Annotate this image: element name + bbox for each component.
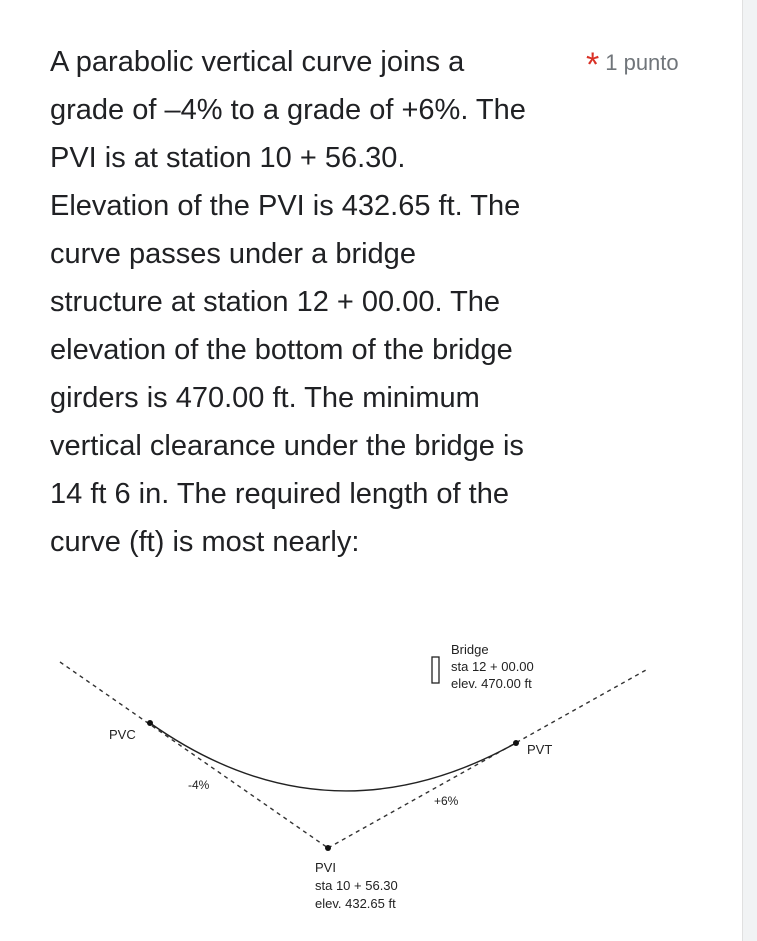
question-line: PVI is at station 10 + 56.30. <box>50 142 406 174</box>
question-line: curve passes under a bridge <box>50 238 416 270</box>
grade-in-label: -4% <box>188 778 210 792</box>
question-text <box>50 38 590 566</box>
pvi-point <box>325 845 331 851</box>
question-line: elevation of the bottom of the bridge <box>50 334 513 366</box>
question-line: curve (ft) is most nearly: <box>50 526 360 558</box>
pvi-elevation: elev. 432.65 ft <box>315 896 396 911</box>
bridge-station: sta 12 + 00.00 <box>451 659 534 674</box>
required-asterisk: * <box>586 46 600 84</box>
bridge-marker-icon <box>432 657 439 683</box>
question-line: grade of –4% to a grade of +6%. The <box>50 94 526 126</box>
grade-out-label: +6% <box>434 794 459 808</box>
points-indicator <box>586 40 679 84</box>
pvc-label: PVC <box>109 727 136 742</box>
outgoing-tangent-line <box>328 670 646 848</box>
question-line: 14 ft 6 in. The required length of the <box>50 478 509 510</box>
points-label: 1 punto <box>605 50 679 75</box>
question-line: girders is 470.00 ft. The minimum <box>50 382 480 414</box>
question-line: A parabolic vertical curve joins a <box>50 46 465 78</box>
question-line: structure at station 12 + 00.00. The <box>50 286 501 318</box>
question-line: vertical clearance under the bridge is <box>50 430 524 462</box>
incoming-tangent-line <box>60 662 328 848</box>
vertical-curve-diagram <box>0 630 740 930</box>
bridge-label: Bridge <box>451 642 489 657</box>
scrollbar-track[interactable] <box>742 0 757 941</box>
bridge-elevation: elev. 470.00 ft <box>451 676 532 691</box>
pvt-point <box>513 740 519 746</box>
pvt-label: PVT <box>527 742 553 757</box>
question-line: Elevation of the PVI is 432.65 ft. The <box>50 190 521 222</box>
pvc-point <box>147 720 153 726</box>
pvi-label: PVI <box>315 860 336 875</box>
pvi-station: sta 10 + 56.30 <box>315 878 398 893</box>
